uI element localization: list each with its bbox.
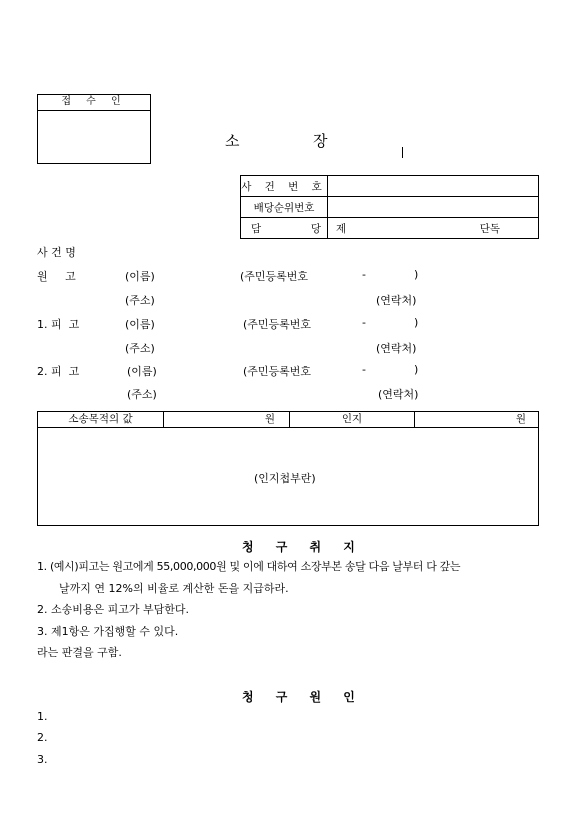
claim-cause-item-1: 1.: [37, 710, 48, 723]
defendant2-rrn-dash: -: [362, 363, 366, 376]
plaintiff-name-label: (이름): [125, 270, 155, 283]
defendant1-rrn-close: ): [414, 316, 419, 329]
stamp-fee-field[interactable]: [415, 412, 538, 427]
department-label-char1: 담: [251, 222, 262, 235]
claim-cause-heading: 청 구 원 인: [242, 690, 364, 704]
assignment-number-field[interactable]: [328, 197, 539, 218]
claim-purpose-item3: 3. 제1항은 가집행할 수 있다.: [37, 625, 179, 638]
claim-purpose-item2: 2. 소송비용은 피고가 부담한다.: [37, 603, 189, 616]
suit-value-row: [38, 412, 538, 428]
department-label-char2: 당: [310, 222, 321, 235]
case-number-label: 사 건 번 호: [241, 176, 328, 197]
plaintiff-rrn-label: (주민등록번호: [240, 270, 309, 283]
plaintiff-role-label: 원 고: [37, 270, 76, 283]
title-char-jang: 장: [313, 132, 328, 150]
claim-purpose-closing: 라는 판결을 구함.: [37, 646, 122, 659]
department-prefix: 제: [336, 222, 347, 235]
case-name-label: 사 건 명: [37, 246, 76, 259]
claim-purpose-item1-line1: 1. (예시)피고는 원고에게 55,000,000원 및 이에 대하여 소장부본 송달 다음 날부터 다 갚는: [37, 560, 461, 573]
department-suffix: 단독: [479, 222, 500, 235]
department-field[interactable]: [328, 218, 539, 239]
department-label: [241, 218, 328, 239]
case-number-row: [241, 176, 539, 197]
stamp-fee-won-unit: 원: [515, 413, 526, 425]
case-info-table: [240, 175, 539, 239]
suit-value-field[interactable]: [164, 412, 290, 427]
defendant2-role-label: 2. 피 고: [37, 365, 80, 378]
receipt-label: 접 수 인: [38, 95, 150, 111]
assignment-row: [241, 197, 539, 218]
department-row: [241, 218, 539, 239]
text-cursor: [402, 147, 403, 158]
defendant1-rrn-dash: -: [362, 316, 366, 329]
claim-purpose-heading: 청 구 취 지: [242, 540, 364, 554]
suit-value-stamp-box: [37, 411, 539, 526]
plaintiff-rrn-close: ): [414, 268, 419, 281]
plaintiff-contact-label: (연락처): [376, 294, 417, 307]
defendant2-address-label: (주소): [127, 388, 157, 401]
stamp-fee-label: 인지: [290, 412, 415, 427]
defendant1-name-label: (이름): [125, 318, 155, 331]
claim-purpose-item1-line2: 날까지 연 12%의 비율로 계산한 돈을 지급하라.: [59, 582, 289, 595]
defendant2-rrn-close: ): [414, 363, 419, 376]
claim-cause-item-2: 2.: [37, 731, 48, 744]
defendant1-rrn-label: (주민등록번호: [243, 318, 312, 331]
defendant1-address-label: (주소): [125, 342, 155, 355]
defendant2-contact-label: (연락처): [378, 388, 419, 401]
case-number-field[interactable]: [328, 176, 539, 197]
title-char-so: 소: [225, 132, 240, 150]
receipt-stamp-box: [37, 94, 151, 164]
assignment-number-label: 배당순위번호: [241, 197, 328, 218]
defendant2-rrn-label: (주민등록번호: [243, 365, 312, 378]
plaintiff-rrn-dash: -: [362, 268, 366, 281]
defendant2-name-label: (이름): [127, 365, 157, 378]
defendant1-contact-label: (연락처): [376, 342, 417, 355]
claim-cause-item-3: 3.: [37, 753, 48, 766]
defendant1-role-label: 1. 피 고: [37, 318, 80, 331]
stamp-attach-area-label: (인지첩부란): [254, 472, 316, 485]
plaintiff-address-label: (주소): [125, 294, 155, 307]
suit-value-won-unit: 원: [264, 413, 275, 425]
suit-value-label: 소송목적의 값: [38, 412, 164, 427]
